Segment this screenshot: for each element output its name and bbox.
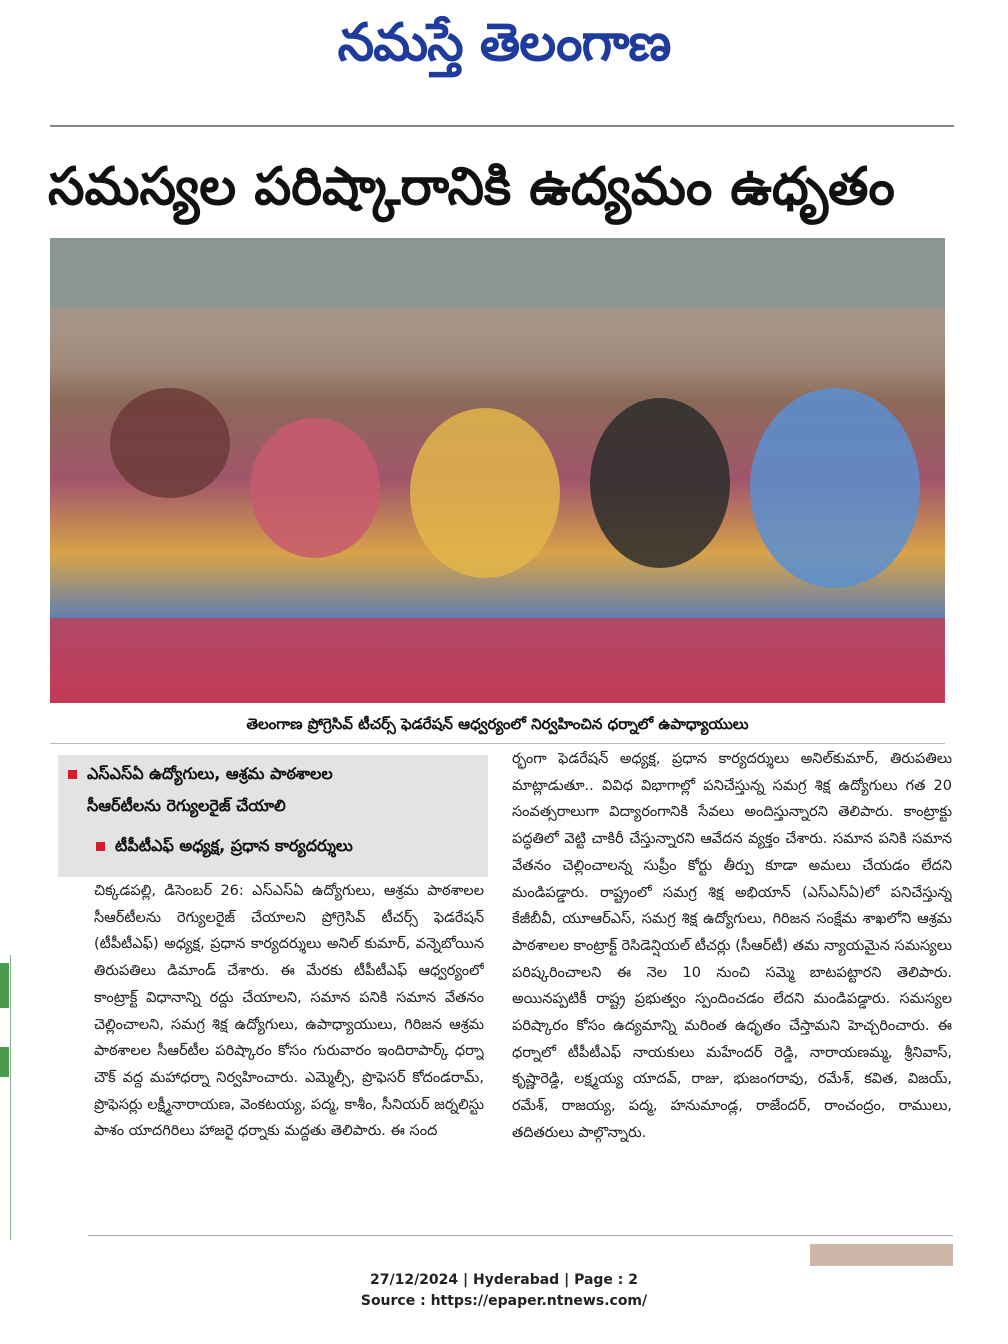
protest-photo (50, 238, 945, 703)
top-divider (50, 125, 954, 127)
caption-divider (50, 743, 945, 744)
article-paragraph: ర్భంగా ఫెడరేషన్ అధ్యక్ష, ప్రధాన కార్యదర్శులు అనిల్‌కుమార్, తిరుపతిలు మాట్లాడుతూ.. వివిధ విభాగాల్లో పనిచేస్తున్న సమగ్ర శిక్ష ఉద్యోగులు గత 20 సంవత్సరాలుగా విద్యారంగానికి సేవలు అందిస్తున్నారని తెలిపారు. కాంట్రాక్టు పద్ధతిలో వెట్టి చాకిరీ చేస్తున్నారని ఆవేదన వ్యక్తం చేశారు. సమాన పనికి సమాన వేతనం చెల్లించాలన్న సుప్రీం కోర్టు తీర్పు కూడా అమలు చేయడం లేదని మండిపడ్డారు. రాష్ట్రంలో సమగ్ర శిక్ష అభియాన్ (ఎస్‌ఎస్‌ఏ)లో పనిచేస్తున్న కేజీబీవీ, యూఆర్ఎస్, సమగ్ర శిక్ష ఉద్యోగులు, గిరిజన సంక్షేమ శాఖలోని ఆశ్రమ పాఠశాలల కాంట్రాక్ట్ రెసిడెన్షియల్ టీచర్లు (సీఆర్‌టీ) తమ న్యాయమైన సమస్యలు పరిష్కరించాలని ఈ నెల 10 నుంచి సమ్మె బాటపట్టారని తెలిపారు. అయినప్పటికీ రాష్ట్ర ప్రభుత్వం స్పందించడం లేదని మండిపడ్డారు. సమస్యల పరిష్కారం కోసం ఉద్యమాన్ని మరింత ఉధృతం చేస్తామని హెచ్చరించారు. ఈ ధర్నాలో టీపీటీఎఫ్ నాయకులు మహేందర్ రెడ్డి, నారాయణమ్మ, శ్రీనివాస్, కృష్ణారెడ్డి, లక్ష్మయ్య యాదవ్, రాజు, భుజంగరావు, రమేశ్, కవిత, విజయ్, రమేశ్, రాజయ్య, పద్మ, హనుమాండ్ల, రాజేందర్, రాంచంద్రం, రాములు, తదితరులు పాల్గొన్నారు. (512, 751, 952, 1141)
article-paragraph: చిక్కడపల్లి, డిసెంబర్ 26: ఎస్‌ఎస్‌ఏ ఉద్యోగులు, ఆశ్రమ పాఠశాలల సీఆర్‌టీలను రెగ్యులరైజ్ చేయాలని ప్రోగ్రెసివ్ టీచర్స్ ఫెడరేషన్ (టీపీటీఎఫ్) అధ్యక్ష, ప్రధాన కార్యదర్శులు అనిల్ కుమార్, వన్నెబోయిన తిరుపతిలు డిమాండ్ చేశారు. ఈ మేరకు టీపీటీఎఫ్ ఆధ్వర్యంలో కాంట్రాక్ట్ విధానాన్ని రద్దు చేయాలని, సమాన పనికి సమాన వేతనం చెల్లించాలని, సమగ్ర శిక్ష ఉద్యోగులు, ఉపాధ్యాయులు, గిరిజన ఆశ్రమ పాఠశాలల సీఆర్‌టీల పరిష్కారం కోసం గురువారం ఇందిరాపార్క్ ధర్నా చౌక్ వద్ద మహాధర్నా నిర్వహించారు. ఎమ్మెల్సీ, ప్రొఫెసర్ కోదండరామ్, ప్రొఫెసర్లు లక్ష్మీనారాయణ, వెంకటయ్య, పద్మ, కాశీం, సీనియర్ జర్నలిస్టు పాశం యాదగిరిలు హాజరై ధర్నాకు మద్దతు తెలిపారు. ఈ సంద (94, 883, 484, 1140)
adjacent-page-edge (0, 955, 11, 1240)
next-article-headline-cut (96, 1244, 796, 1266)
highlight-line: సీఆర్‌టీలను రెగ్యులరైజ్ చేయాలి (87, 796, 286, 815)
article-column-right (512, 746, 952, 1222)
bullet-icon (96, 842, 105, 851)
masthead-logo: నమస్తే తెలంగాణ (337, 12, 671, 73)
next-article-photo (810, 1244, 953, 1266)
photo-caption: తెలంగాణ ప్రోగ్రెసివ్ టీచర్స్ ఫెడరేషన్ ఆధ్వర్యంలో నిర్వహించిన ధర్నాలో ఉపాధ్యాయులు (246, 715, 749, 733)
footer-source: Source : https://epaper.ntnews.com/ (360, 1293, 648, 1309)
highlight-line: టీపీటీఎఫ్ అధ్యక్ష, ప్రధాన కార్యదర్శులు (96, 833, 353, 859)
footer-date: 27/12/2024 | Hyderabad | Page : 2 (369, 1272, 639, 1288)
highlight-line: ఎస్‌ఎస్‌ఏ ఉద్యోగులు, ఆశ్రమ పాఠశాలల (68, 761, 333, 787)
page-footer (0, 1270, 1008, 1330)
article-column-left (94, 878, 484, 1228)
highlight-box (58, 755, 488, 877)
bottom-divider (88, 1235, 953, 1236)
article-headline: సమస్యల పరిష్కారానికి ఉద్యమం ఉధృతం (48, 157, 895, 217)
bullet-icon (68, 770, 77, 779)
